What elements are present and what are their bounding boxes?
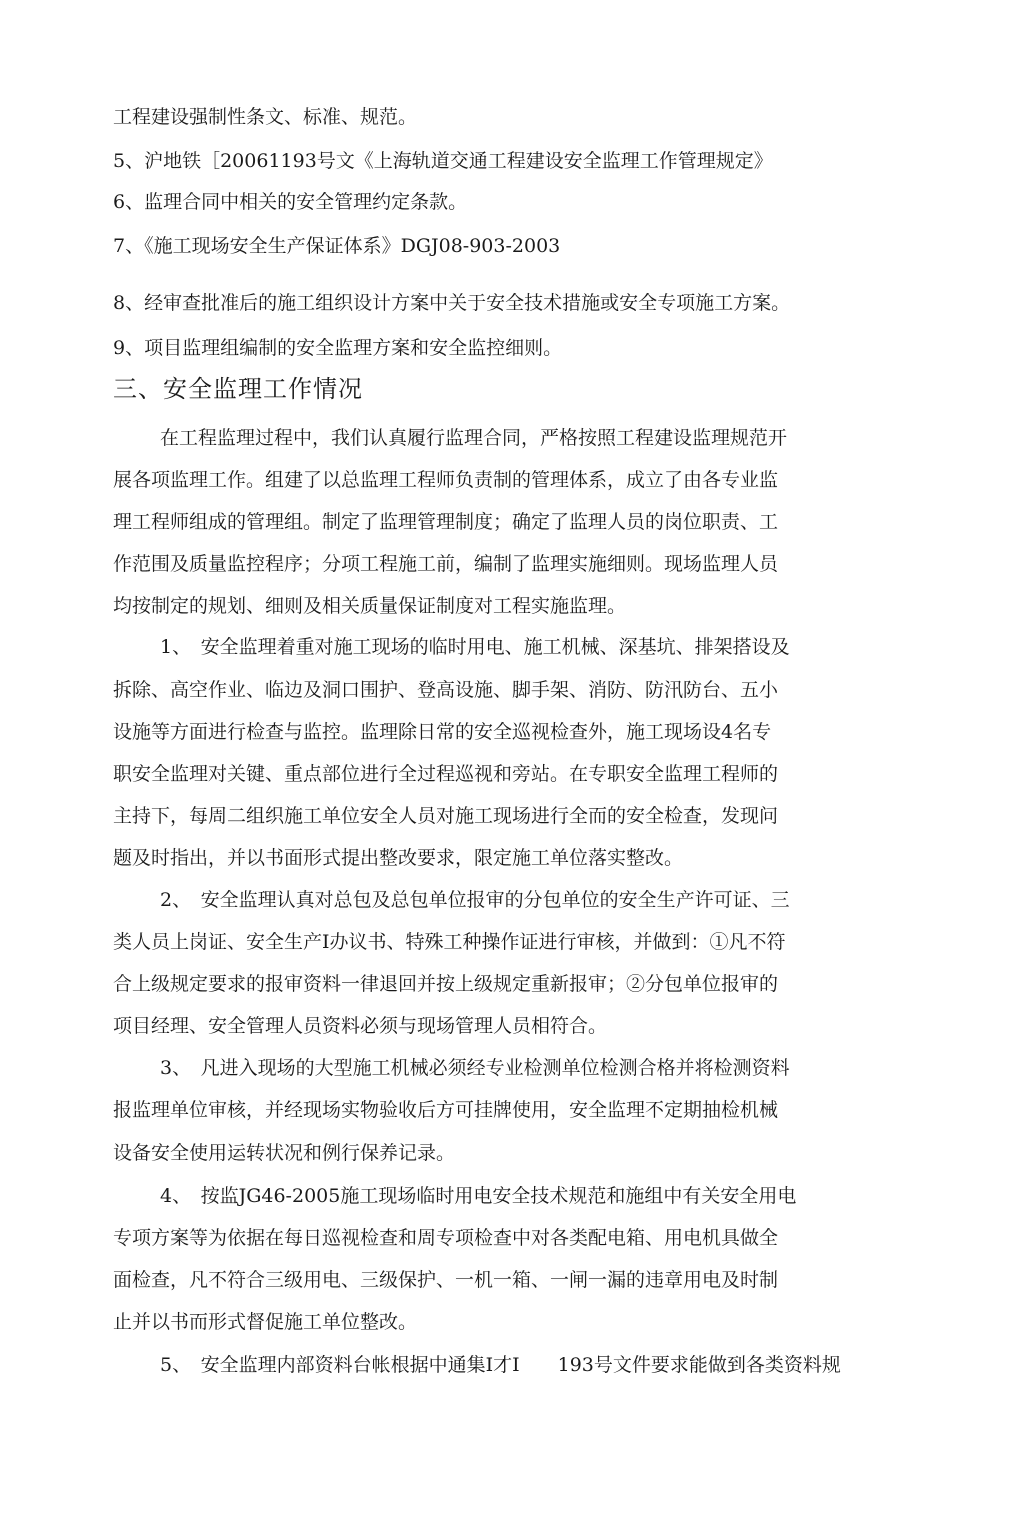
- list-line: 8、经审查批准后的施工组织设计方案中关于安全技术措施或安全专项施工方案。: [113, 292, 791, 314]
- list-line: 工程建设强制性条文、标准、规范。: [113, 106, 418, 128]
- paragraph-line: 面检查，凡不符合三级用电、三级保护、一机一箱、一闸一漏的违章用电及时制: [113, 1269, 779, 1291]
- paragraph-line: 项目经理、安全管理人员资料必须与现场管理人员相符合。: [113, 1015, 608, 1037]
- paragraph-line: 拆除、高空作业、临边及洞口围护、登高设施、脚手架、消防、防汛防台、五小: [113, 679, 779, 701]
- section-heading: 三、安全监理工作情况: [113, 375, 363, 403]
- paragraph-line: 设施等方面进行检查与监控。监理除日常的安全巡视检查外，施工现场设4名专: [113, 721, 772, 743]
- list-line: 7、《施工现场安全生产保证体系》DGJ08-903-2003: [113, 235, 561, 257]
- paragraph-line: 主持下，每周二组织施工单位安全人员对施工现场进行全而的安全检查，发现问: [113, 805, 779, 827]
- paragraph-line: 5、 安全监理内部资料台帐根据中通集I才I 193号文件要求能做到各类资料规: [160, 1354, 841, 1376]
- paragraph-line: 题及时指出，并以书面形式提出整改要求，限定施工单位落实整改。: [113, 847, 684, 869]
- paragraph-line: 职安全监理对关键、重点部位进行全过程巡视和旁站。在专职安全监理工程师的: [113, 763, 779, 785]
- paragraph-line: 展各项监理工作。组建了以总监理工程师负责制的管理体系，成立了由各专业监: [113, 469, 779, 491]
- paragraph-line: 在工程监理过程中，我们认真履行监理合同，严格按照工程建设监理规范开: [160, 427, 788, 449]
- paragraph-line: 设备安全使用运转状况和例行保养记录。: [113, 1142, 456, 1164]
- paragraph-line: 类人员上岗证、安全生产I办议书、特殊工种操作证进行审核，并做到：①凡不符: [113, 931, 786, 953]
- paragraph-line: 专项方案等为依据在每日巡视检查和周专项检查中对各类配电箱、用电机具做全: [113, 1227, 779, 1249]
- paragraph-line: 3、 凡进入现场的大型施工机械必须经专业检测单位检测合格并将检测资料: [160, 1057, 790, 1079]
- paragraph-line: 均按制定的规划、细则及相关质量保证制度对工程实施监理。: [113, 595, 627, 617]
- list-line: 9、项目监理组编制的安全监理方案和安全监控细则。: [113, 337, 563, 359]
- paragraph-line: 2、 安全监理认真对总包及总包单位报审的分包单位的安全生产许可证、三: [160, 889, 790, 911]
- list-line: 6、监理合同中相关的安全管理约定条款。: [113, 191, 468, 213]
- paragraph-line: 报监理单位审核，并经现场实物验收后方可挂牌使用，安全监理不定期抽检机械: [113, 1099, 779, 1121]
- paragraph-line: 4、 按监JG46-2005施工现场临时用电安全技术规范和施组中有关安全用电: [160, 1185, 797, 1207]
- paragraph-line: 理工程师组成的管理组。制定了监理管理制度；确定了监理人员的岗位职责、工: [113, 511, 779, 533]
- paragraph-line: 合上级规定要求的报审资料一律退回并按上级规定重新报审；②分包单位报审的: [113, 973, 779, 995]
- list-line: 5、沪地铁［20061193号文《上海轨道交通工程建设安全监理工作管理规定》: [113, 150, 773, 172]
- paragraph-line: 1、 安全监理着重对施工现场的临时用电、施工机械、深基坑、排架搭设及: [160, 636, 790, 658]
- paragraph-line: 止并以书而形式督促施工单位整改。: [113, 1311, 418, 1333]
- paragraph-line: 作范围及质量监控程序；分项工程施工前，编制了监理实施细则。现场监理人员: [113, 553, 779, 575]
